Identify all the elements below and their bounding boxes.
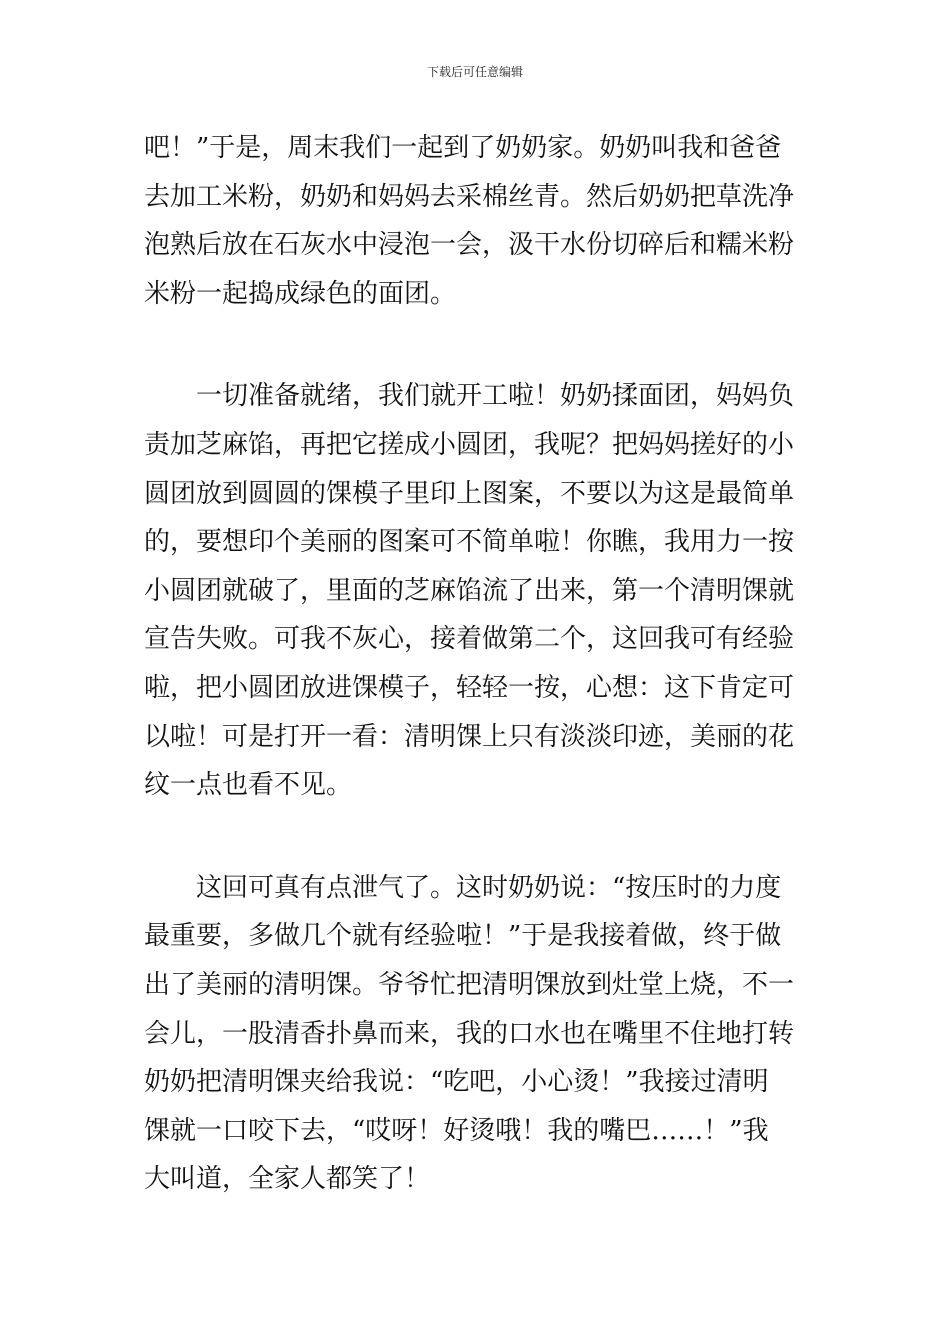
- paragraph-gap: [144, 318, 809, 372]
- paragraph-2: [144, 372, 809, 809]
- text-line: 小圆团就破了，里面的芝麻馅流了出来，第一个清明馃就: [144, 575, 795, 606]
- text-line: 一切准备就绪，我们就开工啦！奶奶揉面团，妈妈负: [144, 381, 795, 412]
- text-line: 最重要，多做几个就有经验啦！”于是我接着做，终于做: [144, 921, 782, 952]
- text-line: 泡熟后放在石灰水中浸泡一会，汲干水份切碎后和糯米粉: [144, 230, 795, 261]
- text-line: 吧！”于是，周末我们一起到了奶奶家。奶奶叫我和爸爸: [144, 133, 782, 163]
- text-line: 纹一点也看不见。: [144, 770, 353, 801]
- text-line: 宣告失败。可我不灰心，接着做第二个，这回我可有经验: [144, 624, 795, 655]
- text-line: 圆团放到圆圆的馃模子里印上图案，不要以为这是最简单: [144, 478, 795, 509]
- text-line: 会儿，一股清香扑鼻而来，我的口水也在嘴里不住地打转: [144, 1018, 795, 1049]
- document-body: [144, 124, 809, 1204]
- text-line: 啦，把小圆团放进馃模子，轻轻一按，心想：这下肯定可: [144, 672, 795, 703]
- page-header: 下载后可任意编辑: [426, 65, 523, 79]
- text-line: 这回可真有点泄气了。这时奶奶说：“按压时的力度: [144, 872, 782, 903]
- paragraph-3: [144, 864, 809, 1204]
- text-line: 米粉一起捣成绿色的面团。: [144, 278, 457, 309]
- text-line: 出了美丽的清明馃。爷爷忙把清明馃放到灶堂上烧，不一: [144, 969, 795, 1000]
- text-line: 责加芝麻馅，再把它搓成小圆团，我呢？把妈妈搓好的小: [144, 429, 795, 460]
- paragraph-gap: [144, 810, 809, 864]
- text-line: 去加工米粉，奶奶和妈妈去采棉丝青。然后奶奶把草洗净: [144, 181, 795, 212]
- text-line: 以啦！可是打开一看：清明馃上只有淡淡印迹，美丽的花: [144, 721, 795, 752]
- text-line: 馃就一口咬下去，“哎呀！好烫哦！我的嘴巴……！”我: [144, 1115, 769, 1146]
- paragraph-1: [144, 124, 809, 318]
- text-line: 大叫道，全家人都笑了！: [144, 1164, 431, 1195]
- text-line: 奶奶把清明馃夹给我说：“吃吧，小心烫！”我接过清明: [144, 1067, 769, 1098]
- text-line: 的，要想印个美丽的图案可不简单啦！你瞧，我用力一按: [144, 527, 795, 558]
